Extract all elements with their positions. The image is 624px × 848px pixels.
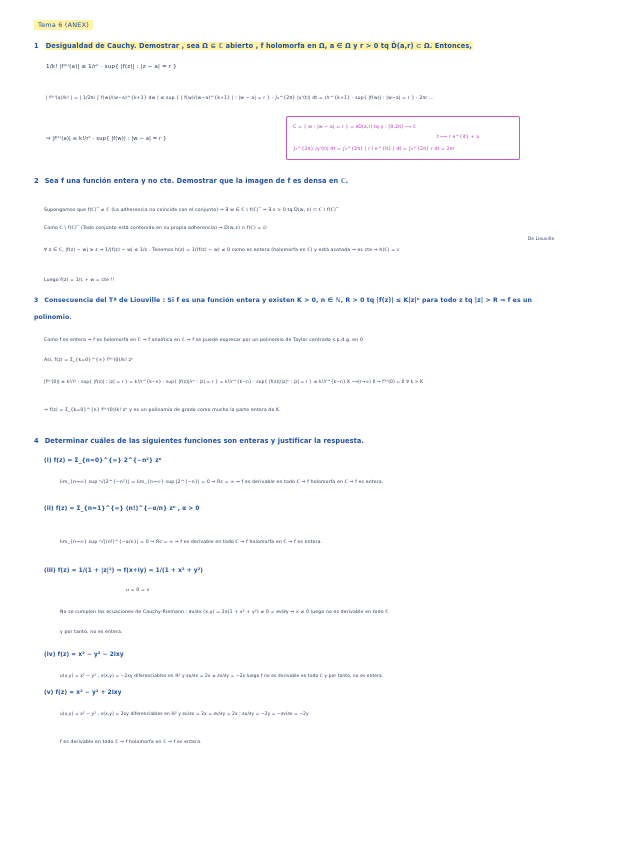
box-line-3: ∫₀^{2π} |γ'(t)| dt = ∫₀^{2π} | r i e^{it} | dt = ∫₀^{2π} r dt = 2πr: [293, 147, 455, 152]
section-2-line-2: Como ℂ \ f(ℂ)‾ (Todo conjunto está contenido en su propia adherencia) ⇒ D(w,ε) ∩ f(ℂ) = ∅: [44, 226, 268, 231]
box-line-2: t ⟼ r e^{it} + a: [437, 135, 480, 140]
section-2-number: 2: [34, 177, 39, 185]
item-iv-formula: (iv) f(z) = x² − y² − 2ixy: [44, 652, 124, 658]
item-ii-formula: (ii) f(z) = Σ_{n=1}^{∞} (n!)^{−α/n} zⁿ , α > 0: [44, 506, 200, 512]
section-2-line-1: Supongamos que f(ℂ)‾ ≠ ℂ (La adherencia no coincide con el conjunto) ⇒ ∃ w ∈ ℂ \ f(ℂ)‾ ⇒ ∃ ε > 0 tq D(w, ε) ⊂ ℂ \ f(ℂ)‾: [44, 208, 339, 213]
section-3-title: 3 Consecuencia del Tª de Liouville : Si f es una función entera y existen K > 0, n ∈ ℕ, R > 0 tq |f(z)| ≤ K|z|ⁿ para todo z tq |z| > R ⇒ f es un: [34, 297, 533, 304]
section-2-line-3: ∀ z ∈ ℂ, |f(z) − w| ≥ ε ⇒ 1/|f(z) − w| ≤ 1/ε . Tenemos h(z) = 1/(f(z) − w) ≠ 0 como es entera (holomorfa en ℂ) y está acotada ⇒ es cte ⇒ h(ℂ) = c: [44, 248, 400, 253]
section-3-line-4: ⇒ f(z) = Σ_{k=0}^{n} f⁽ᵏ⁾(0)/k! zᵏ y es un polinomio de grado como mucho la parte entera de K.: [44, 408, 281, 413]
section-3-title-cont: polinomio.: [34, 314, 72, 321]
item-iii-sub: u = 0 = v: [126, 588, 150, 593]
section-3-line-1: Como f es entera ⇒ f es holomorfa en ℂ ⇒ f analítica en ℂ ⇒ f se puede expresar por un polinomio de Taylor centrado s.p.d.g. en 0: [44, 338, 364, 343]
section-1-parametrization-box: [286, 116, 520, 160]
item-v-formula: (v) f(z) = x² − y² + 2ixy: [44, 690, 122, 696]
section-1-number: 1: [34, 42, 39, 50]
section-2-note: De Liouville: [528, 236, 555, 241]
item-i-line-1: lim_{n→∞} sup ⁿ√|2^{−n²}| = lim_{n→∞} sup |2^{−n}| = 0 ⇒ Rc = ∞ ⇒ f es derivable en todo ℂ ⇒ f holomorfa en ℂ ⇒ f es entera.: [60, 480, 384, 485]
section-4-number: 4: [34, 437, 39, 445]
item-iii-line-2: y por tanto, no es entera.: [60, 630, 123, 635]
section-1-conclusion: ⇒ |f⁽ᵏ⁾(a)| ≤ k!/rᵏ · sup{ |f(w)| : |w − a| = r }: [46, 136, 167, 142]
section-2-line-4: Luego f(z) = 1/c + w = cte !!: [44, 278, 115, 283]
item-v-line-1: u(x,y) = x² − y² , v(x,y) = 2xy diferenciables en ℝ² y ∂u/∂x = 2x = ∂v/∂y = 2x ; ∂u/∂y = −2y = −∂v/∂x = −2y: [60, 712, 309, 717]
item-i-formula: (i) f(z) = Σ_{n=0}^{∞} 2^{−n²} zⁿ: [44, 458, 162, 464]
item-iv-line-1: u(x,y) = x² − y² , v(x,y) = −2xy diferenciables en ℝ² y ∂u/∂x = 2x ≠ ∂v/∂y = −2x luego f no es derivable en todo ℂ y por tanto, no es entera.: [60, 674, 384, 679]
section-1-title: 1 Desigualdad de Cauchy. Demostrar , sea Ω ⊆ ℂ abierto , f holomorfa en Ω, a ∈ Ω y r > 0 tq D̄(a,r) ⊂ Ω. Entonces,: [34, 42, 472, 50]
item-iii-formula: (iii) f(z) = 1/(1 + |z|²) ⇒ f(x+iy) = 1/(1 + x² + y²): [44, 568, 204, 574]
section-1-estimate: | f⁽ᵏ⁾(a)/k! | = | 1/2πi ∫ f(w)/(w−a)^{k+1} dw | ≤ sup { | f(w)/(w−a)^{k+1} | : |w − a| = r } · ∫₀^{2π} |γ'(t)| dt = r/r^{k+1} · sup{ |f(w)| : |w−a| = r } · 2πr ...: [46, 96, 434, 101]
item-iii-line-1: No se cumplen las ecuaciones de Cauchy-Riemann : ∂u/∂x (x,y) = 2x(1 + x² + y²) ≠ 0 = ∂v/∂y ⇔ x ≠ 0 luego no es derivable en todo ℂ: [60, 610, 389, 615]
item-v-line-2: f es derivable en todo ℂ ⇒ f holomorfa en ℂ ⇒ f es entera.: [60, 740, 202, 745]
section-3-number: 3: [34, 297, 39, 304]
box-line-1: C = { w : |w − a| = r } = ∂D(a,r) tq γ : [0,2π] ⟶ ℂ: [293, 125, 417, 130]
section-3-line-2: Así, f(z) = Σ_{k=0}^{∞} f⁽ᵏ⁾(0)/k! zᵏ: [44, 358, 134, 363]
section-4-title: 4 Determinar cuáles de las siguientes funciones son enteras y justificar la respuesta.: [34, 437, 365, 445]
section-2-title: 2 Sea f una función entera y no cte. Demostrar que la imagen de f es densa en ℂ.: [34, 177, 349, 185]
item-ii-line-1: lim_{n→∞} sup ⁿ√|(n!)^{−α/n}| = 0 ⇒ Rc = ∞ ⇒ f es derivable en todo ℂ ⇒ f holomorfa en ℂ ⇒ f es entera.: [60, 540, 323, 545]
section-3-line-3: |f⁽ᵏ⁾(0)| ≤ k!/rᵏ · sup{ |f(z)| : |z| = r } = k!/r^{k−n} · sup{ |f(z)|/rⁿ : |z| = r } = k!/r^{k−n} · sup{ |f(z)|/|z|ⁿ : |z| = r } ≤ k!/r^{k−n} K ⟶(r→∞) 0 ⇒ f⁽ᵏ⁾(0) = 0 ∀ k > K: [44, 380, 424, 385]
header-tag: Tema 6 (ANEX): [34, 20, 93, 30]
section-1-statement: 1/k! |f⁽ᵏ⁾(a)| ≤ 1/rᵏ · sup{ |f(z)| : |z − a| = r }: [46, 64, 177, 70]
